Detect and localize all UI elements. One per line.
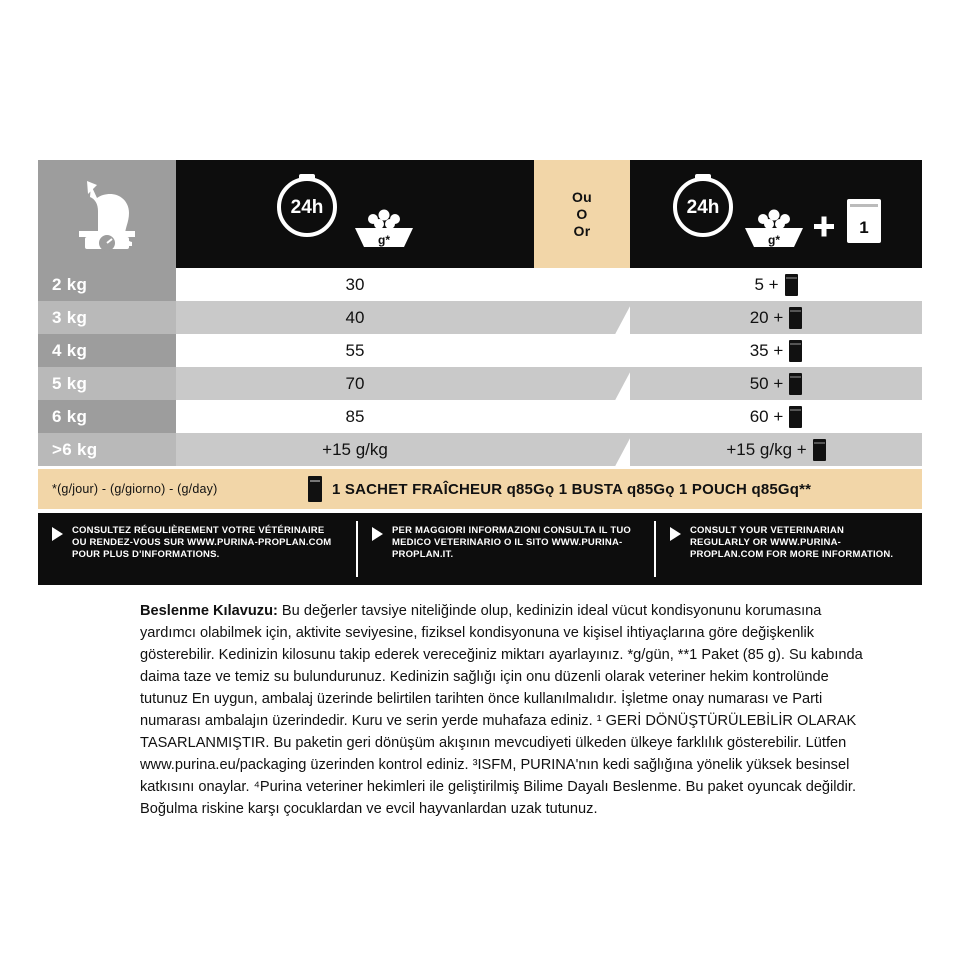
svg-text:24h: 24h <box>686 197 720 218</box>
svg-text:1: 1 <box>859 218 869 237</box>
row-separator <box>534 433 630 466</box>
table-row <box>38 400 922 433</box>
row-separator <box>534 334 630 367</box>
table-row <box>38 367 922 400</box>
advice-en <box>656 513 922 585</box>
or-line-1: Ou <box>571 188 593 205</box>
table-row <box>38 334 922 367</box>
weight-label: 4 kg <box>38 334 176 367</box>
or-line-3: Or <box>573 222 591 239</box>
triangle-bullet-icon <box>670 527 681 541</box>
weight-label: >6 kg <box>38 433 176 466</box>
advice-fr <box>38 513 356 585</box>
mixed-dry-amount: 5 + <box>754 274 779 294</box>
weight-label: 6 kg <box>38 400 176 433</box>
table-row <box>38 268 922 301</box>
mixed-feeding-amount <box>630 433 922 466</box>
mixed-dry-amount: 35 + <box>749 340 784 360</box>
weight-label: 3 kg <box>38 301 176 334</box>
pouch-icon <box>785 274 798 296</box>
svg-text:g*: g* <box>768 233 780 247</box>
clock-24h-and-bowl-icon <box>176 160 534 268</box>
pouch-icon <box>789 340 802 362</box>
feeding-table-panel <box>38 160 922 585</box>
or-separator-cell <box>534 160 630 268</box>
dry-only-amount: 30 <box>176 268 534 301</box>
mixed-feeding-amount <box>630 301 922 334</box>
cat-on-scale-icon <box>38 160 176 268</box>
triangle-bullet-icon <box>372 527 383 541</box>
pouch-icon <box>813 439 826 461</box>
clock-24h-bowl-plus-pouch-icon <box>630 160 922 268</box>
mixed-dry-amount: 20 + <box>749 307 784 327</box>
pouch-icon <box>789 406 802 428</box>
advice-en-text: CONSULT YOUR VETERINARIAN REGULARLY OR WWW.PURINA-PROPLAN.COM FOR MORE INFORMATION. <box>690 525 894 560</box>
pouch-icon <box>308 476 322 502</box>
triangle-bullet-icon <box>52 527 63 541</box>
vet-advice-band <box>38 513 922 585</box>
table-header-row <box>38 160 922 268</box>
mixed-feeding-amount <box>630 334 922 367</box>
copy-lead: Beslenme Kılavuzu: <box>140 603 278 619</box>
advice-fr-text: CONSULTEZ RÉGULIÈREMENT VOTRE VÉTÉRINAIRE OU RENDEZ-VOUS SUR WWW.PURINA-PROPLAN.COM POUR PLUS D'INFORMATIONS. <box>72 525 332 560</box>
sachet-legend <box>268 476 922 502</box>
table-row <box>38 433 922 466</box>
mixed-feeding-amount <box>630 268 922 301</box>
feeding-table-body <box>38 268 922 466</box>
advice-it-text: PER MAGGIORI INFORMAZIONI CONSULTA IL TUO MEDICO VETERINARIO O IL SITO WWW.PURINA-PROPLAN.IT. <box>392 525 632 560</box>
dry-only-amount: 85 <box>176 400 534 433</box>
feeding-guide-copy <box>140 600 880 820</box>
svg-text:g*: g* <box>378 233 390 247</box>
svg-text:24h: 24h <box>290 197 324 218</box>
or-line-2: O <box>576 205 588 222</box>
feeding-table <box>38 160 922 466</box>
weight-label: 2 kg <box>38 268 176 301</box>
row-separator <box>534 400 630 433</box>
unit-legend-text: *(g/jour) - (g/giorno) - (g/day) <box>52 482 218 496</box>
mixed-dry-amount: 60 + <box>749 406 784 426</box>
mixed-feeding-amount <box>630 400 922 433</box>
dry-only-amount: 70 <box>176 367 534 400</box>
weight-label: 5 kg <box>38 367 176 400</box>
pouch-icon <box>789 373 802 395</box>
copy-text: Bu değerler tavsiye niteliğinde olup, kedinizin ideal vücut kondisyonunu korumasına yardımcı olabilmek için, aktivite seviyesine, fiziksel kondisyonuna ve kişisel ihtiyaçlarına göre değişkenlik gösterebilir. Kedinizin kilosunu takip ederek vereceğiniz miktarı ayarlayınız. *g/gün, **1 Paket (85 g). Su kabında daima taze ve temiz su bulundurunuz. Kedinizin sağlığı için onu düzenli olarak veteriner hekim kontrolünde tutunuz En uygun, ambalaj üzerinde belirtilen tarihten önce kullanılmalıdır. İşletme onay numarası ve Parti numarası ambalajın üzerindedir. Kuru ve serin yerde muhafaza ediniz. ¹ GERİ DÖNÜŞTÜRÜLEBİLİR OLARAK TASARLANMIŞTIR. Bu paketin geri dönüşüm akışının mevcudiyeti ülkeden ülkeye farklılık gösterebilir. Lütfen www.purina.eu/packaging üzerinden kontrol ediniz. ³ISFM, PURINA'nın kedi sağlığına yönelik yüksek besinsel katkısını onaylar. ⁴Purina veteriner hekimleri ile geliştirilmiş Bilime Dayalı Beslenme. Bu paket oyuncak değildir. Boğulma riskine karşı çocuklardan ve evcil hayvanlardan uzak tutunuz. <box>140 603 863 817</box>
row-separator <box>534 367 630 400</box>
dry-only-amount: 40 <box>176 301 534 334</box>
table-row <box>38 301 922 334</box>
mixed-dry-amount: 50 + <box>749 373 784 393</box>
sachet-legend-band <box>38 469 922 509</box>
row-separator <box>534 268 630 301</box>
mixed-dry-amount: +15 g/kg + <box>726 439 807 459</box>
pouch-icon <box>789 307 802 329</box>
mixed-feeding-amount <box>630 367 922 400</box>
dry-only-amount: +15 g/kg <box>176 433 534 466</box>
advice-it <box>358 513 654 585</box>
row-separator <box>534 301 630 334</box>
dry-only-amount: 55 <box>176 334 534 367</box>
sachet-legend-text: 1 SACHET FRAÎCHEUR q85Gǫ 1 BUSTA q85Gǫ 1 POUCH q85Gq** <box>332 480 812 498</box>
